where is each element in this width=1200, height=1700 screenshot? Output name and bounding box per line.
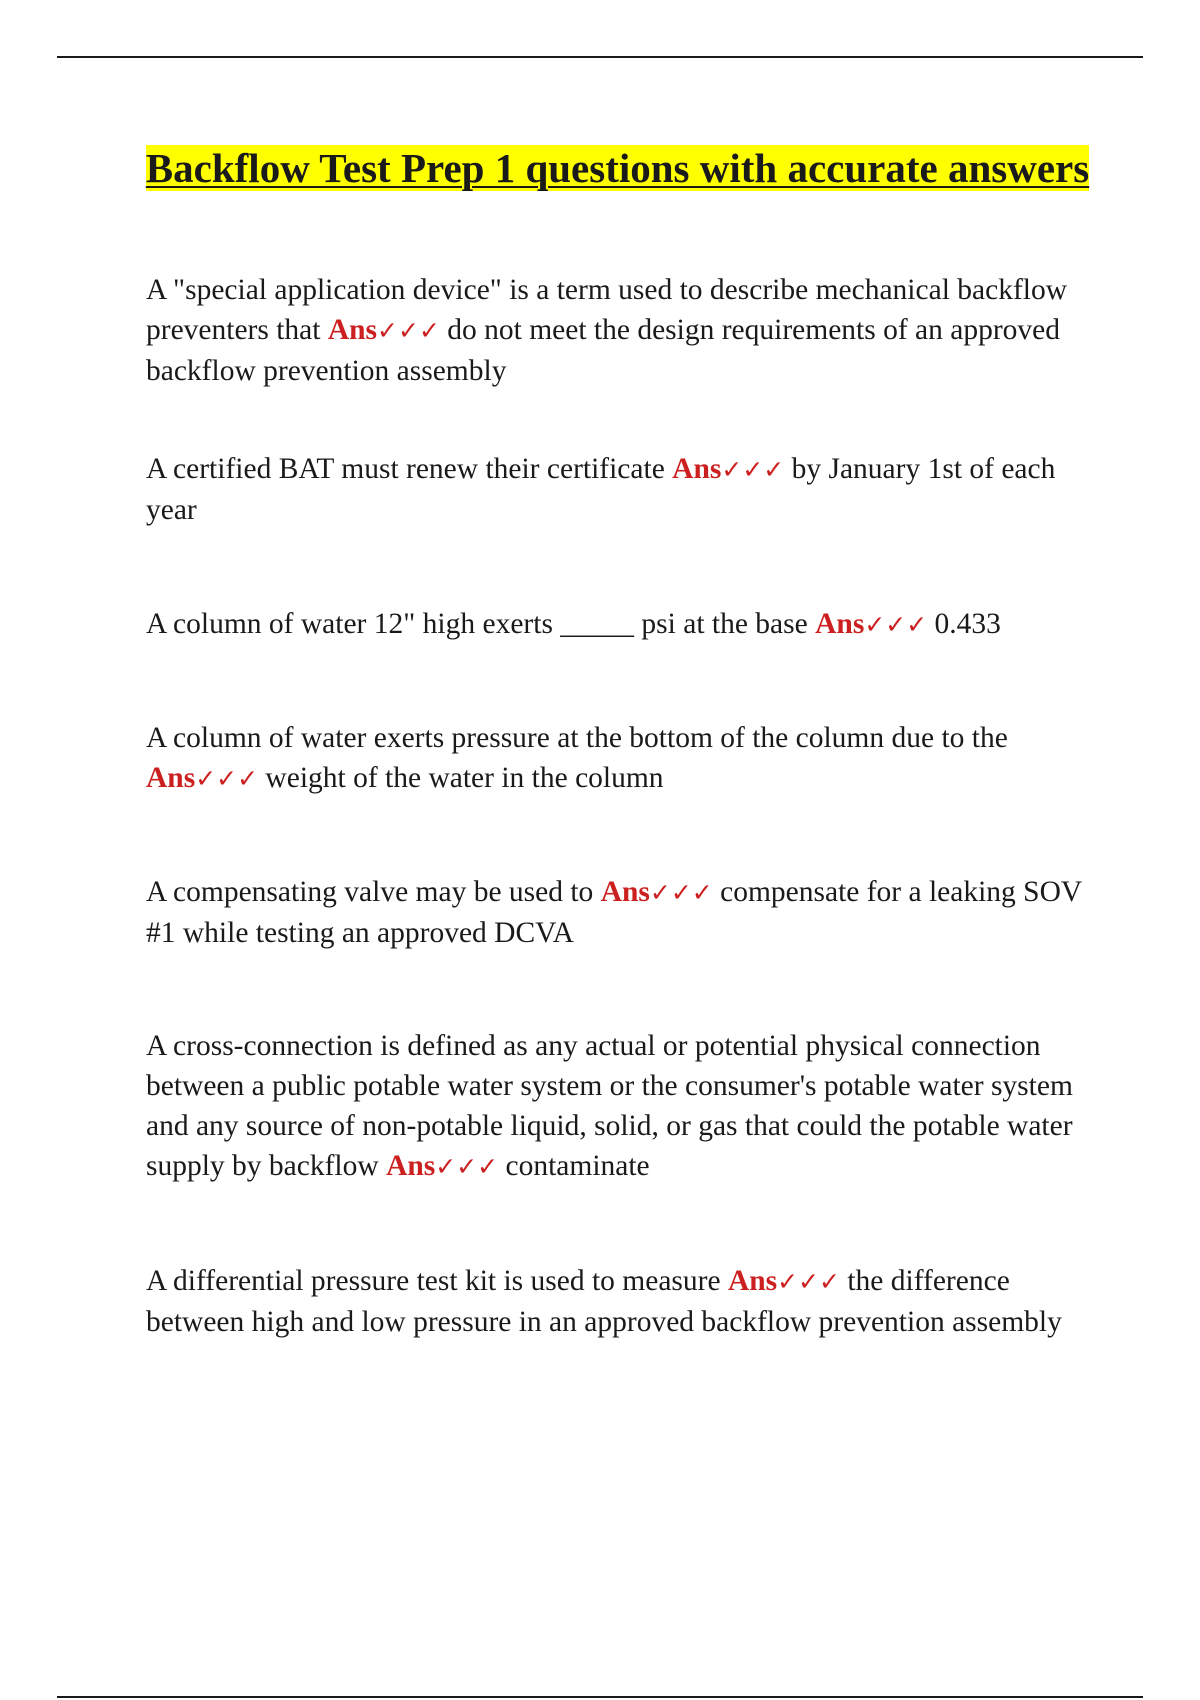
question-text: A column of water exerts pressure at the bottom of the column due to the — [146, 722, 1008, 754]
question-text: A compensating valve may be used to — [146, 876, 594, 908]
answer-marker: Ans — [815, 608, 865, 640]
check-marks-icon: ✓✓✓ — [377, 316, 440, 345]
answer-marker: Ans — [327, 314, 378, 346]
document-title-text: Backflow Test Prep 1 questions with accurate answers — [145, 145, 1090, 191]
qa-item — [146, 604, 1106, 645]
answer-marker: Ans — [386, 1150, 436, 1182]
qa-item — [146, 718, 1106, 799]
answer-marker: Ans — [672, 453, 722, 485]
answer-marker: Ans — [600, 876, 650, 908]
qa-item — [146, 1026, 1106, 1187]
qa-list — [146, 270, 1106, 1342]
answer-marker: Ans — [727, 1265, 778, 1297]
answer-text: the difference between high and low pressure in an approved backflow prevention assembly — [146, 1265, 1062, 1338]
check-marks-icon: ✓✓✓ — [649, 878, 713, 907]
answer-marker: Ans — [146, 762, 196, 794]
check-marks-icon: ✓✓✓ — [435, 1152, 499, 1181]
answer-text: weight of the water in the column — [265, 762, 664, 794]
question-text: A column of water 12" high exerts _____ psi at the base — [146, 608, 808, 640]
qa-item — [146, 872, 1106, 953]
answer-text: by January 1st of each year — [146, 453, 1056, 526]
answer-text: contaminate — [505, 1150, 650, 1182]
check-marks-icon: ✓✓✓ — [721, 455, 785, 484]
question-text: A certified BAT must renew their certificate — [146, 453, 665, 485]
check-marks-icon: ✓✓✓ — [195, 764, 259, 793]
check-marks-icon: ✓✓✓ — [777, 1267, 840, 1296]
question-text: A differential pressure test kit is used to measure — [146, 1265, 721, 1297]
answer-text: compensate for a leaking SOV #1 while testing an approved DCVA — [146, 876, 1082, 949]
check-marks-icon: ✓✓✓ — [864, 610, 928, 639]
header-rule — [57, 56, 1143, 58]
qa-item — [146, 449, 1106, 530]
answer-text: 0.433 — [934, 608, 1001, 640]
question-text: A "special application device" is a term used to describe mechanical backflow preventers that — [146, 274, 1068, 346]
qa-item — [146, 270, 1106, 391]
footer-rule — [57, 1696, 1143, 1698]
document-title — [100, 140, 1135, 196]
qa-item — [146, 1261, 1106, 1342]
question-text: A cross-connection is defined as any actual or potential physical connection between a public potable water system or the consumer's potable water system and any source of non-potable liquid, solid, or gas that could the potable water supply by backflow — [146, 1030, 1073, 1182]
answer-text: do not meet the design requirements of an approved backflow prevention assembly — [146, 314, 1061, 387]
